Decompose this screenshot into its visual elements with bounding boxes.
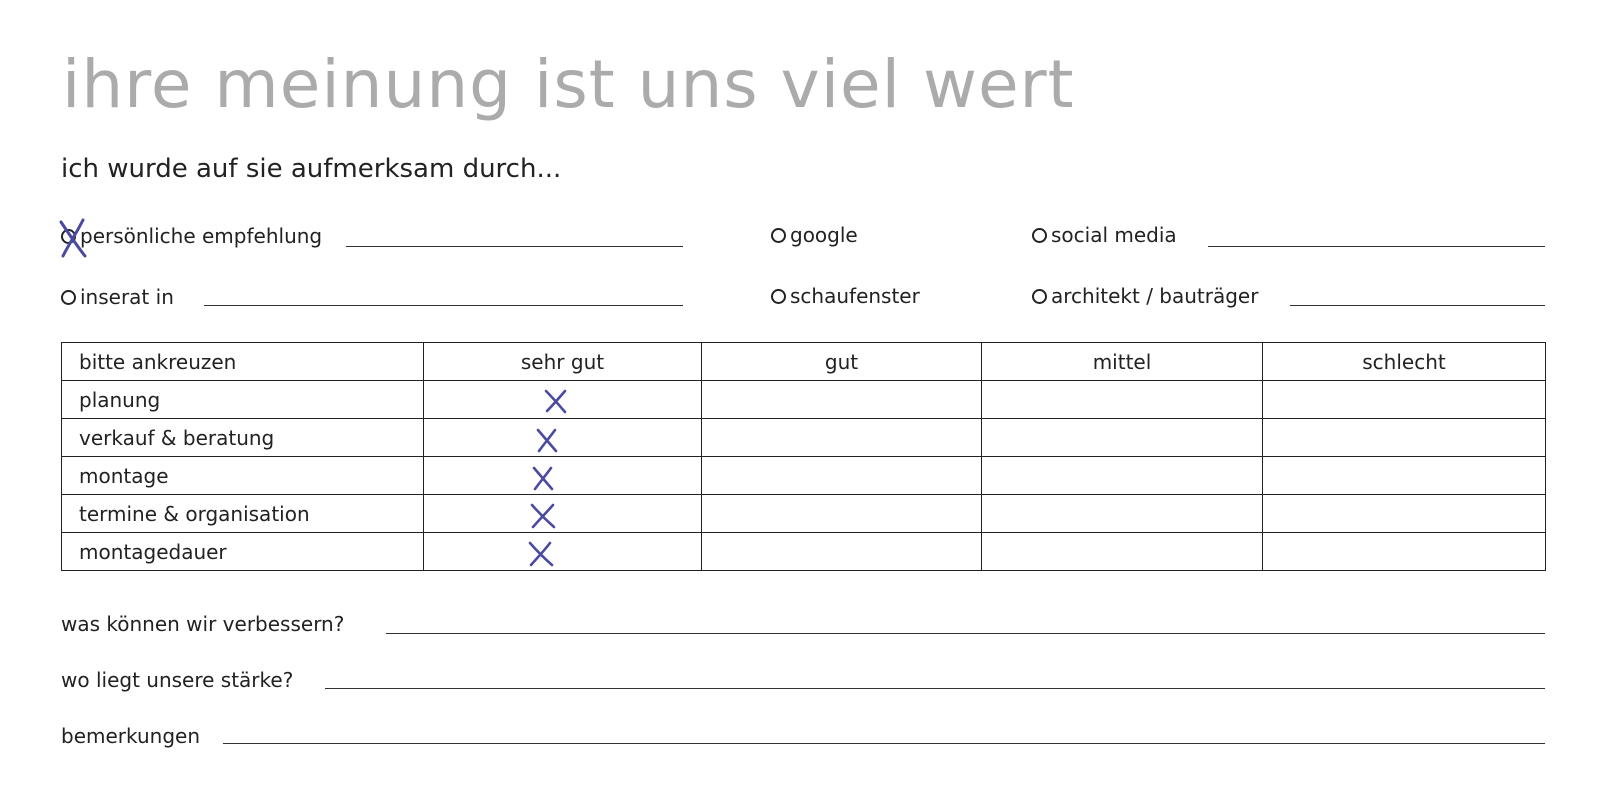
option-ad-in[interactable] bbox=[61, 285, 174, 309]
radio-circle[interactable] bbox=[61, 290, 76, 305]
table-row bbox=[62, 457, 1546, 495]
option-label: persönliche empfehlung bbox=[80, 224, 323, 248]
cell-medium[interactable] bbox=[982, 533, 1263, 571]
cell-medium[interactable] bbox=[982, 495, 1263, 533]
architect-line[interactable] bbox=[1290, 305, 1545, 306]
form-subtitle: ich wurde auf sie aufmerksam durch... bbox=[61, 154, 562, 184]
row-label: termine & organisation bbox=[62, 495, 424, 533]
cell-very-good[interactable] bbox=[424, 381, 702, 419]
pen-cross-mark bbox=[543, 388, 569, 414]
option-label: inserat in bbox=[80, 285, 174, 309]
cell-medium[interactable] bbox=[982, 419, 1263, 457]
table-row bbox=[62, 419, 1546, 457]
cell-bad[interactable] bbox=[1263, 419, 1546, 457]
radio-circle[interactable] bbox=[771, 289, 786, 304]
table-row bbox=[62, 381, 1546, 419]
personal-recommendation-line[interactable] bbox=[346, 246, 683, 247]
cell-good[interactable] bbox=[702, 457, 982, 495]
question-improve: was können wir verbessern? bbox=[61, 612, 345, 636]
pen-cross-mark bbox=[529, 502, 557, 530]
header-instruction: bitte ankreuzen bbox=[62, 343, 424, 381]
table-row bbox=[62, 495, 1546, 533]
cell-bad[interactable] bbox=[1263, 533, 1546, 571]
cell-very-good[interactable] bbox=[424, 495, 702, 533]
row-label: montagedauer bbox=[62, 533, 424, 571]
cell-good[interactable] bbox=[702, 419, 982, 457]
option-label: schaufenster bbox=[790, 284, 920, 308]
social-media-line[interactable] bbox=[1208, 246, 1545, 247]
cell-bad[interactable] bbox=[1263, 381, 1546, 419]
question-remarks: bemerkungen bbox=[61, 724, 201, 748]
cell-good[interactable] bbox=[702, 533, 982, 571]
pen-cross-mark bbox=[527, 540, 555, 568]
option-shop-window[interactable] bbox=[771, 284, 920, 308]
cell-bad[interactable] bbox=[1263, 495, 1546, 533]
rating-table bbox=[61, 342, 1546, 571]
ad-in-line[interactable] bbox=[204, 305, 683, 306]
option-label: social media bbox=[1051, 223, 1177, 247]
pen-cross-mark bbox=[531, 465, 555, 491]
option-label: architekt / bauträger bbox=[1051, 284, 1259, 308]
radio-circle[interactable] bbox=[1032, 289, 1047, 304]
option-label: google bbox=[790, 223, 858, 247]
cell-good[interactable] bbox=[702, 381, 982, 419]
radio-circle[interactable] bbox=[771, 228, 786, 243]
header-medium: mittel bbox=[982, 343, 1263, 381]
cell-very-good[interactable] bbox=[424, 419, 702, 457]
question-improve-line[interactable] bbox=[386, 633, 1545, 634]
question-strength-line[interactable] bbox=[325, 688, 1545, 689]
option-personal-recommendation[interactable] bbox=[61, 224, 322, 248]
cell-good[interactable] bbox=[702, 495, 982, 533]
table-header-row bbox=[62, 343, 1546, 381]
option-google[interactable] bbox=[771, 223, 858, 247]
question-remarks-line[interactable] bbox=[223, 743, 1545, 744]
cell-very-good[interactable] bbox=[424, 533, 702, 571]
cell-bad[interactable] bbox=[1263, 457, 1546, 495]
cell-medium[interactable] bbox=[982, 381, 1263, 419]
header-very-good: sehr gut bbox=[424, 343, 702, 381]
cell-very-good[interactable] bbox=[424, 457, 702, 495]
header-good: gut bbox=[702, 343, 982, 381]
question-strength: wo liegt unsere stärke? bbox=[61, 668, 294, 692]
header-bad: schlecht bbox=[1263, 343, 1546, 381]
radio-circle[interactable] bbox=[1032, 228, 1047, 243]
radio-circle[interactable] bbox=[61, 229, 76, 244]
cell-medium[interactable] bbox=[982, 457, 1263, 495]
table-row bbox=[62, 533, 1546, 571]
pen-cross-mark bbox=[535, 427, 559, 453]
row-label: montage bbox=[62, 457, 424, 495]
row-label: planung bbox=[62, 381, 424, 419]
row-label: verkauf & beratung bbox=[62, 419, 424, 457]
option-social-media[interactable] bbox=[1032, 223, 1177, 247]
form-title: ihre meinung ist uns viel wert bbox=[62, 46, 1075, 123]
option-architect[interactable] bbox=[1032, 284, 1258, 308]
